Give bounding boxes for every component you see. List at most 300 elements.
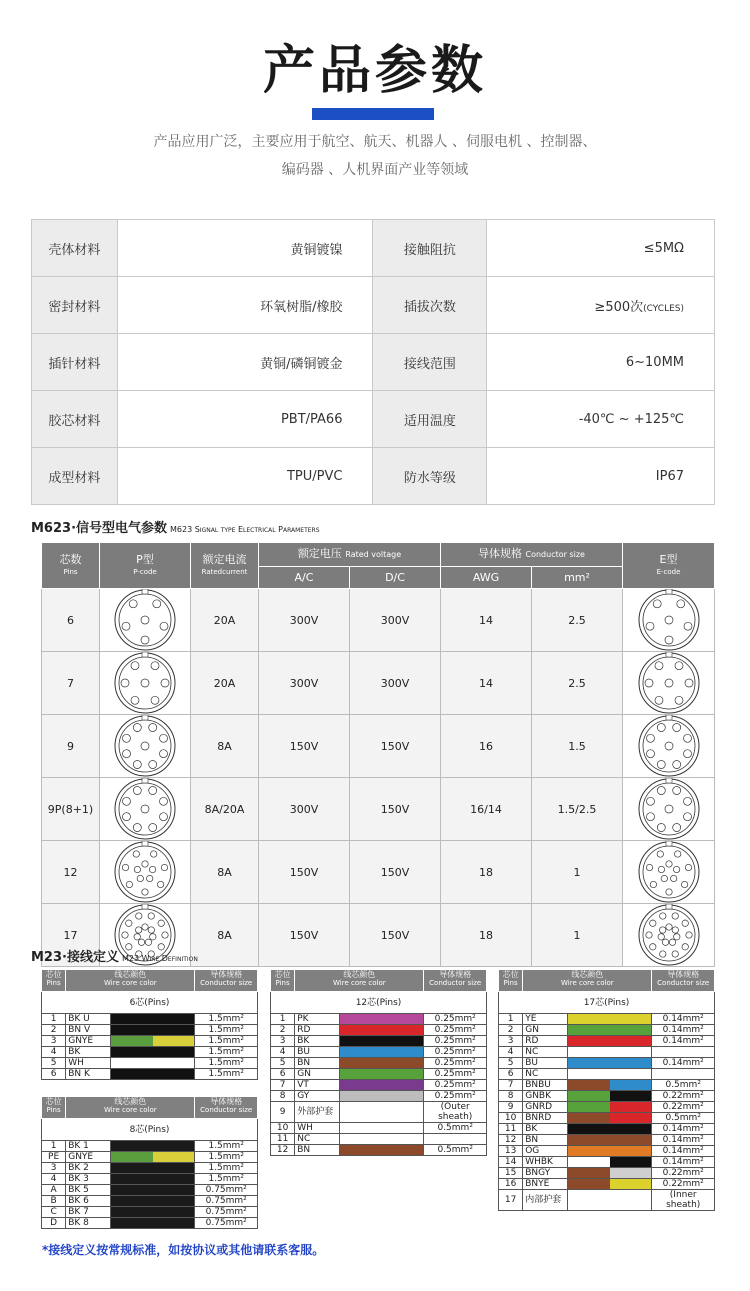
wire-color-code: BK 2: [66, 1163, 110, 1174]
wire-pin: A: [42, 1185, 66, 1196]
intro-line-2: 编码器 、人机界面产业等领域: [281, 162, 469, 178]
wire-size: 1.5mm²: [195, 1025, 258, 1036]
wire-pin: 11: [271, 1134, 295, 1145]
wire-pin: 16: [499, 1179, 523, 1190]
current-cell: 20A: [191, 589, 259, 652]
dc-cell: 300V: [350, 652, 441, 715]
wire-size: 0.25mm²: [424, 1047, 487, 1058]
p-code-pin-diagram-icon: [112, 778, 178, 840]
e-code-cell: [623, 841, 715, 904]
wire-color-swatch: [567, 1069, 652, 1080]
wire-header-pin: 芯位 Pins: [42, 970, 66, 992]
wire-color-swatch: [339, 1102, 424, 1123]
electrical-row: [42, 652, 715, 715]
wire-row: [42, 1025, 258, 1036]
wire-color-swatch: [110, 1196, 195, 1207]
wire-size: 0.14mm²: [652, 1157, 715, 1168]
wire-row: [499, 1179, 715, 1190]
intro-line-1: 产品应用广泛，主要应用于航空、航天、机器人 、伺服电机 、控制器、: [153, 134, 597, 150]
e-code-pin-diagram-icon: [636, 589, 702, 651]
wire-size: 0.14mm²: [652, 1025, 715, 1036]
awg-cell: 16/14: [441, 778, 532, 841]
wire-color-swatch: [110, 1152, 195, 1163]
wire-color-code: RD: [295, 1025, 339, 1036]
wire-color-swatch: [567, 1058, 652, 1069]
ac-cell: 150V: [259, 904, 350, 967]
wire-color-code: WH: [66, 1058, 110, 1069]
wire-size: 0.5mm²: [424, 1123, 487, 1134]
awg-cell: 18: [441, 841, 532, 904]
wire-size: [652, 1069, 715, 1080]
electrical-title-en: M623 Signal type Electrical Parameters: [170, 525, 320, 534]
pins-cell: 9P(8+1): [42, 778, 100, 841]
wire-size: 1.5mm²: [195, 1141, 258, 1152]
wire-table-caption: 12芯(Pins): [271, 992, 487, 1014]
wire-row: [42, 1152, 258, 1163]
header-awg: AWG: [441, 567, 532, 589]
wire-color-swatch: [339, 1025, 424, 1036]
wire-size: (Outer sheath): [424, 1102, 487, 1123]
page-title: 产品参数: [262, 41, 487, 101]
property-value: ≤5MΩ: [487, 220, 715, 277]
header-mm2: mm²: [532, 567, 623, 589]
wire-pin: 9: [271, 1102, 295, 1123]
wire-pin: 12: [499, 1135, 523, 1146]
wire-pin: 6: [271, 1069, 295, 1080]
wire-size: 0.14mm²: [652, 1135, 715, 1146]
wire-color-code: GN: [295, 1069, 339, 1080]
wire-color-code: BN: [295, 1145, 339, 1156]
wire-color-swatch: [567, 1135, 652, 1146]
e-code-cell: [623, 589, 715, 652]
wire-pin: 11: [499, 1124, 523, 1135]
wire-row: [499, 1102, 715, 1113]
wire-pin: 8: [271, 1091, 295, 1102]
wire-color-swatch: [110, 1163, 195, 1174]
header-ac: A/C: [259, 567, 350, 589]
material-row: [32, 277, 715, 334]
wire-color-swatch: [110, 1047, 195, 1058]
dc-cell: 150V: [350, 904, 441, 967]
mm2-cell: 1.5: [532, 715, 623, 778]
wire-pin: 6: [499, 1069, 523, 1080]
wire-color-code: BU: [523, 1058, 567, 1069]
wire-size: 0.22mm²: [652, 1102, 715, 1113]
wire-pin: 10: [499, 1113, 523, 1124]
wire-color-swatch: [339, 1080, 424, 1091]
wire-color-swatch: [110, 1014, 195, 1025]
wire-color-code: GN: [523, 1025, 567, 1036]
property-label: 插拔次数: [373, 277, 487, 334]
wire-color-swatch: [567, 1025, 652, 1036]
e-code-cell: [623, 778, 715, 841]
e-code-cell: [623, 652, 715, 715]
wire-table-12: [270, 969, 487, 1156]
wire-pin: 2: [42, 1025, 66, 1036]
wire-pin: 4: [499, 1047, 523, 1058]
property-label: 接触阻抗: [373, 220, 487, 277]
footnote: *接线定义按常规标准，如按协议或其他请联系客服。: [42, 1243, 325, 1257]
wire-color-swatch: [110, 1185, 195, 1196]
wire-pin: 5: [499, 1058, 523, 1069]
wire-color-swatch: [567, 1036, 652, 1047]
wire-row: [499, 1080, 715, 1091]
wire-size: 0.25mm²: [424, 1080, 487, 1091]
wire-size: 0.22mm²: [652, 1168, 715, 1179]
wire-color-swatch: [567, 1168, 652, 1179]
wire-row: [42, 1163, 258, 1174]
wire-pin: 1: [42, 1141, 66, 1152]
dc-cell: 300V: [350, 589, 441, 652]
wire-pin: 4: [42, 1047, 66, 1058]
pins-cell: 17: [42, 904, 100, 967]
material-value: TPU/PVC: [117, 448, 373, 505]
mm2-cell: 1.5/2.5: [532, 778, 623, 841]
wire-size: 1.5mm²: [195, 1069, 258, 1080]
wire-size: 0.75mm²: [195, 1218, 258, 1229]
wire-row: [271, 1036, 487, 1047]
p-code-cell: [100, 589, 191, 652]
wire-size: 0.25mm²: [424, 1036, 487, 1047]
wire-pin: PE: [42, 1152, 66, 1163]
material-label: 壳体材料: [32, 220, 118, 277]
header-current: 额定电流 Ratedcurrent: [191, 543, 259, 589]
wire-color-swatch: [567, 1047, 652, 1058]
wire-color-swatch: [567, 1179, 652, 1190]
e-code-pin-diagram-icon: [636, 841, 702, 903]
e-code-cell: [623, 715, 715, 778]
e-code-cell: [623, 904, 715, 967]
wire-color-code: PK: [295, 1014, 339, 1025]
wire-color-swatch: [110, 1036, 195, 1047]
p-code-pin-diagram-icon: [112, 652, 178, 714]
wire-pin: 1: [499, 1014, 523, 1025]
wire-table-8: [41, 1096, 258, 1229]
current-cell: 8A/20A: [191, 778, 259, 841]
material-value: 黄铜镀镍: [117, 220, 373, 277]
wire-size: 1.5mm²: [195, 1014, 258, 1025]
wire-pin: B: [42, 1196, 66, 1207]
wire-color-code: GNRD: [523, 1102, 567, 1113]
wire-pin: 1: [271, 1014, 295, 1025]
wire-pin: 5: [271, 1058, 295, 1069]
pins-cell: 12: [42, 841, 100, 904]
wire-pin: 2: [271, 1025, 295, 1036]
wire-row: [42, 1069, 258, 1080]
wire-color-swatch: [339, 1123, 424, 1134]
wire-size: 1.5mm²: [195, 1058, 258, 1069]
wire-row: [42, 1174, 258, 1185]
wire-color-swatch: [339, 1091, 424, 1102]
awg-cell: 14: [441, 589, 532, 652]
wire-row: [499, 1058, 715, 1069]
wire-pin: 12: [271, 1145, 295, 1156]
wire-size: 0.75mm²: [195, 1207, 258, 1218]
wire-color-swatch: [110, 1141, 195, 1152]
wire-color-swatch: [339, 1134, 424, 1145]
wire-size: 0.5mm²: [424, 1145, 487, 1156]
wire-color-code: BK 8: [66, 1218, 110, 1229]
mm2-cell: 1: [532, 904, 623, 967]
wire-color-swatch: [567, 1190, 652, 1211]
wire-size: 0.14mm²: [652, 1146, 715, 1157]
header-voltage: 额定电压 Rated voltage: [259, 543, 441, 567]
property-label: 防水等级: [373, 448, 487, 505]
wire-color-code: BK 3: [66, 1174, 110, 1185]
wire-table-6: [41, 969, 258, 1080]
e-code-pin-diagram-icon: [636, 778, 702, 840]
wire-color-code: BNBU: [523, 1080, 567, 1091]
wire-row: [42, 1185, 258, 1196]
wire-size: 0.14mm²: [652, 1014, 715, 1025]
wire-size: 1.5mm²: [195, 1152, 258, 1163]
material-row: [32, 334, 715, 391]
wire-color-code: 外部护套: [295, 1102, 339, 1123]
material-value: 黄铜/磷铜镀金: [117, 334, 373, 391]
wire-table-caption: 6芯(Pins): [42, 992, 258, 1014]
awg-cell: 14: [441, 652, 532, 715]
wire-color-code: GNYE: [66, 1036, 110, 1047]
wire-color-code: OG: [523, 1146, 567, 1157]
electrical-table: [41, 542, 715, 967]
wire-color-swatch: [567, 1102, 652, 1113]
wire-table-17: [498, 969, 715, 1211]
wire-row: [499, 1025, 715, 1036]
ac-cell: 300V: [259, 589, 350, 652]
intro-text: [60, 128, 690, 184]
wire-title: M23·接线定义: [31, 950, 119, 965]
wire-color-code: BK: [523, 1124, 567, 1135]
wire-color-code: 内部护套: [523, 1190, 567, 1211]
wire-size: 0.14mm²: [652, 1058, 715, 1069]
wire-row: [42, 1036, 258, 1047]
p-code-cell: [100, 841, 191, 904]
wire-row: [499, 1014, 715, 1025]
wire-row: [271, 1058, 487, 1069]
wire-size: 0.22mm²: [652, 1091, 715, 1102]
p-code-cell: [100, 715, 191, 778]
mm2-cell: 2.5: [532, 652, 623, 715]
wire-color-code: BN V: [66, 1025, 110, 1036]
wire-row: [499, 1190, 715, 1211]
wire-color-swatch: [339, 1036, 424, 1047]
wire-pin: 4: [271, 1047, 295, 1058]
current-cell: 20A: [191, 652, 259, 715]
wire-color-code: GNYE: [66, 1152, 110, 1163]
p-code-pin-diagram-icon: [112, 589, 178, 651]
wire-size: 0.25mm²: [424, 1058, 487, 1069]
wire-color-code: NC: [295, 1134, 339, 1145]
wire-size: (Inner sheath): [652, 1190, 715, 1211]
wire-color-code: GY: [295, 1091, 339, 1102]
material-value: PBT/PA66: [117, 391, 373, 448]
wire-color-code: GNBK: [523, 1091, 567, 1102]
electrical-row: [42, 589, 715, 652]
wire-section-title: [31, 946, 198, 965]
electrical-row: [42, 778, 715, 841]
wire-color-swatch: [110, 1069, 195, 1080]
wire-pin: 17: [499, 1190, 523, 1211]
wire-row: [499, 1146, 715, 1157]
p-code-pin-diagram-icon: [112, 841, 178, 903]
wire-row: [271, 1091, 487, 1102]
wire-row: [42, 1196, 258, 1207]
material-row: [32, 448, 715, 505]
wire-size: 1.5mm²: [195, 1174, 258, 1185]
wire-header-color: 线芯颜色 Wire core color: [66, 970, 195, 992]
property-value: ≥500次(CYCLES): [487, 277, 715, 334]
header-dc: D/C: [350, 567, 441, 589]
wire-row: [499, 1047, 715, 1058]
wire-header-size: 导体规格 Conductor size: [195, 1097, 258, 1119]
property-label: 适用温度: [373, 391, 487, 448]
electrical-title: M623·信号型电气参数: [31, 521, 168, 536]
awg-cell: 18: [441, 904, 532, 967]
property-value: -40℃ ~ +125℃: [487, 391, 715, 448]
wire-row: [499, 1135, 715, 1146]
wire-pin: 10: [271, 1123, 295, 1134]
electrical-section-title: [31, 517, 320, 536]
wire-color-swatch: [110, 1058, 195, 1069]
wire-row: [42, 1218, 258, 1229]
wire-color-swatch: [567, 1014, 652, 1025]
current-cell: 8A: [191, 715, 259, 778]
wire-color-code: BN: [523, 1135, 567, 1146]
wire-pin: 9: [499, 1102, 523, 1113]
wire-pin: 2: [499, 1025, 523, 1036]
wire-color-code: BK: [295, 1036, 339, 1047]
material-row: [32, 391, 715, 448]
electrical-row: [42, 841, 715, 904]
wire-row: [42, 1207, 258, 1218]
wire-color-code: BK 1: [66, 1141, 110, 1152]
wire-row: [271, 1014, 487, 1025]
wire-color-code: RD: [523, 1036, 567, 1047]
wire-pin: 14: [499, 1157, 523, 1168]
pins-cell: 7: [42, 652, 100, 715]
wire-color-swatch: [110, 1207, 195, 1218]
wire-color-code: VT: [295, 1080, 339, 1091]
wire-color-code: BNGY: [523, 1168, 567, 1179]
pins-cell: 6: [42, 589, 100, 652]
wire-size: [424, 1134, 487, 1145]
p-code-cell: [100, 652, 191, 715]
wire-color-code: BU: [295, 1047, 339, 1058]
wire-color-swatch: [339, 1069, 424, 1080]
wire-color-code: BK 5: [66, 1185, 110, 1196]
e-code-pin-diagram-icon: [636, 904, 702, 966]
wire-pin: 15: [499, 1168, 523, 1179]
wire-color-swatch: [339, 1047, 424, 1058]
wire-pin: 3: [271, 1036, 295, 1047]
wire-size: 0.14mm²: [652, 1124, 715, 1135]
header-e-code: E型 E-code: [623, 543, 715, 589]
wire-color-code: NC: [523, 1069, 567, 1080]
wire-row: [271, 1123, 487, 1134]
wire-pin: 13: [499, 1146, 523, 1157]
dc-cell: 150V: [350, 841, 441, 904]
wire-color-swatch: [567, 1124, 652, 1135]
header-p-code: P型 P-code: [100, 543, 191, 589]
wire-pin: 1: [42, 1014, 66, 1025]
wire-size: 0.25mm²: [424, 1014, 487, 1025]
material-value: 环氧树脂/橡胶: [117, 277, 373, 334]
wire-color-swatch: [110, 1025, 195, 1036]
wire-size: 0.25mm²: [424, 1091, 487, 1102]
wire-color-code: YE: [523, 1014, 567, 1025]
wire-row: [499, 1124, 715, 1135]
wire-pin: 6: [42, 1069, 66, 1080]
wire-color-swatch: [567, 1157, 652, 1168]
wire-row: [271, 1134, 487, 1145]
wire-size: 0.25mm²: [424, 1025, 487, 1036]
p-code-pin-diagram-icon: [112, 715, 178, 777]
wire-color-code: BNYE: [523, 1179, 567, 1190]
wire-color-swatch: [110, 1218, 195, 1229]
wire-size: 0.22mm²: [652, 1179, 715, 1190]
wire-header-size: 导体规格 Conductor size: [424, 970, 487, 992]
wire-row: [499, 1069, 715, 1080]
mm2-cell: 1: [532, 841, 623, 904]
wire-color-swatch: [567, 1113, 652, 1124]
ac-cell: 150V: [259, 715, 350, 778]
current-cell: 8A: [191, 841, 259, 904]
wire-color-swatch: [110, 1174, 195, 1185]
wire-header-size: 导体规格 Conductor size: [195, 970, 258, 992]
awg-cell: 16: [441, 715, 532, 778]
wire-row: [42, 1141, 258, 1152]
e-code-pin-diagram-icon: [636, 652, 702, 714]
wire-row: [42, 1058, 258, 1069]
wire-color-code: BK 6: [66, 1196, 110, 1207]
wire-pin: 7: [271, 1080, 295, 1091]
wire-pin: 7: [499, 1080, 523, 1091]
wire-row: [271, 1145, 487, 1156]
wire-title-en: M23 Wire Definition: [121, 954, 198, 963]
dc-cell: 150V: [350, 778, 441, 841]
wire-row: [499, 1168, 715, 1179]
e-code-pin-diagram-icon: [636, 715, 702, 777]
mm2-cell: 2.5: [532, 589, 623, 652]
wire-header-pin: 芯位 Pins: [271, 970, 295, 992]
wire-size: 0.14mm²: [652, 1036, 715, 1047]
wire-color-code: WH: [295, 1123, 339, 1134]
wire-pin: 3: [42, 1036, 66, 1047]
electrical-row: [42, 715, 715, 778]
wire-size: [652, 1047, 715, 1058]
wire-row: [499, 1157, 715, 1168]
wire-header-color: 线芯颜色 Wire core color: [295, 970, 424, 992]
current-cell: 8A: [191, 904, 259, 967]
dc-cell: 150V: [350, 715, 441, 778]
wire-color-code: BK: [66, 1047, 110, 1058]
wire-color-swatch: [567, 1146, 652, 1157]
wire-row: [271, 1102, 487, 1123]
wire-header-size: 导体规格 Conductor size: [652, 970, 715, 992]
title-underline: [312, 108, 434, 120]
wire-color-code: NC: [523, 1047, 567, 1058]
wire-color-swatch: [567, 1091, 652, 1102]
pins-cell: 9: [42, 715, 100, 778]
property-value: 6~10MM: [487, 334, 715, 391]
wire-pin: D: [42, 1218, 66, 1229]
wire-size: 1.5mm²: [195, 1036, 258, 1047]
wire-table-caption: 17芯(Pins): [499, 992, 715, 1014]
wire-color-code: WHBK: [523, 1157, 567, 1168]
wire-pin: C: [42, 1207, 66, 1218]
ac-cell: 150V: [259, 841, 350, 904]
wire-color-swatch: [339, 1014, 424, 1025]
